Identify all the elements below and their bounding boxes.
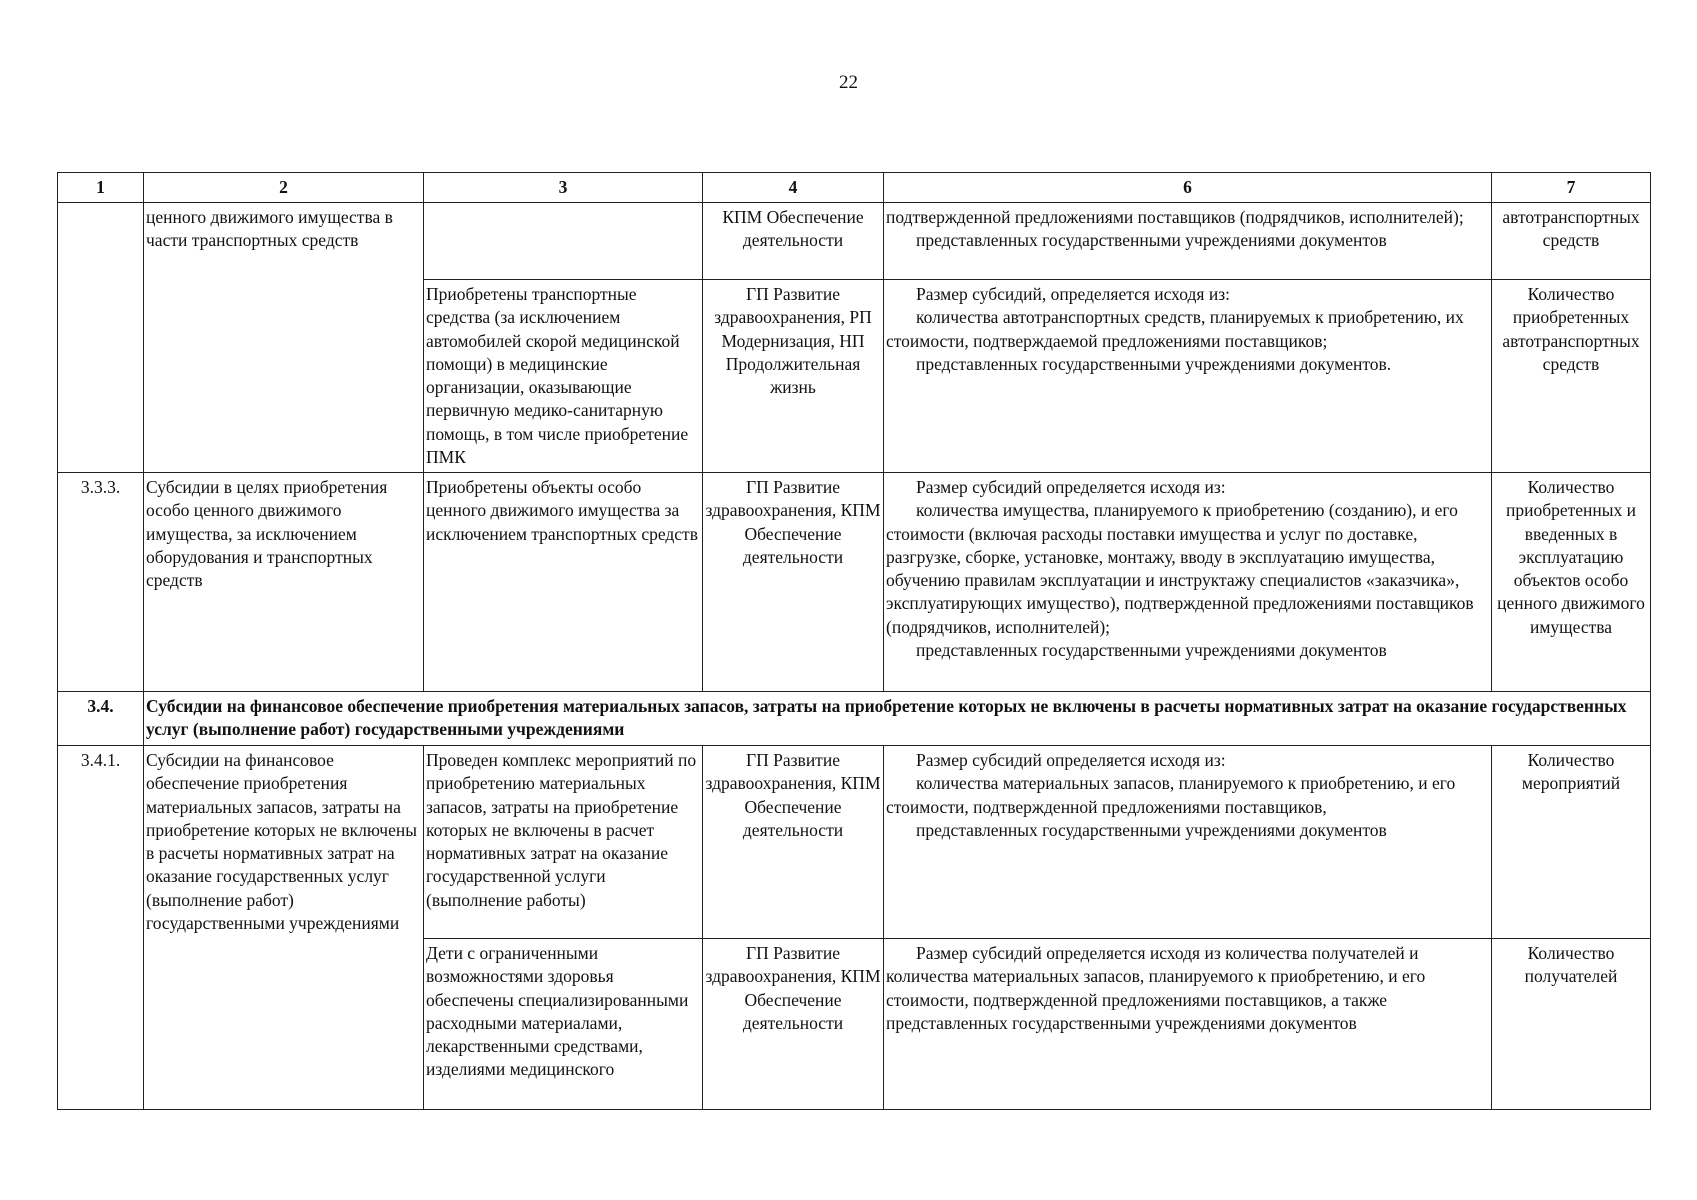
cell-program: ГП Развитие здравоохранения, КПМ Обеспечение деятельности — [703, 473, 884, 692]
calc-line: Размер субсидий определяется исходя из: — [916, 477, 1226, 497]
header-col-2: 2 — [144, 173, 424, 203]
cell-program: ГП Развитие здравоохранения, РП Модернизация, НП Продолжительная жизнь — [703, 280, 884, 473]
calc-line: Размер субсидий, определяется исходя из: — [916, 284, 1230, 304]
cell-program: ГП Развитие здравоохранения, КПМ Обеспечение деятельности — [703, 939, 884, 1110]
cell-calculation — [884, 473, 1492, 692]
calc-line: количества материальных запасов, планируемого к приобретению, и его стоимости, подтвержденной предложениями поставщиков, — [886, 773, 1456, 817]
cell-subsidy-name: ценного движимого имущества в части транспортных средств — [144, 203, 424, 473]
cell-indicator: Количество приобретенных автотранспортных средств — [1492, 280, 1651, 473]
table-row — [58, 473, 1651, 692]
cell-program: ГП Развитие здравоохранения, КПМ Обеспечение деятельности — [703, 746, 884, 939]
cell-result: Приобретены объекты особо ценного движимого имущества за исключением транспортных средств — [424, 473, 703, 692]
subsidies-table — [57, 172, 1651, 1110]
header-col-4: 4 — [703, 173, 884, 203]
table-row — [58, 203, 1651, 280]
header-col-6: 6 — [884, 173, 1492, 203]
cell-subsidy-name: Субсидии в целях приобретения особо ценного движимого имущества, за исключением оборудования и транспортных средств — [144, 473, 424, 692]
cell-calculation — [884, 939, 1492, 1110]
cell-result: Дети с ограниченными возможностями здоровья обеспечены специализированными расходными материалами, лекарственными средствами, изделиями медицинского — [424, 939, 703, 1110]
cell-result: Проведен комплекс мероприятий по приобретению материальных запасов, затраты на приобретение которых не включены в расчет нормативных затрат на оказание государственной услуги (выполнение работы) — [424, 746, 703, 939]
header-col-3: 3 — [424, 173, 703, 203]
cell-result — [424, 203, 703, 280]
table-row — [58, 746, 1651, 939]
cell-calculation — [884, 203, 1492, 280]
header-col-7: 7 — [1492, 173, 1651, 203]
cell-indicator: Количество получателей — [1492, 939, 1651, 1110]
cell-calculation — [884, 746, 1492, 939]
calc-line: представленных государственными учреждениями документов — [916, 640, 1387, 661]
page-number: 22 — [839, 72, 858, 93]
cell-item-number — [58, 203, 144, 473]
header-row — [58, 173, 1651, 203]
calc-line: количества автотранспортных средств, планируемых к приобретению, их стоимости, подтверждаемой предложениями поставщиков; — [886, 307, 1464, 351]
cell-indicator: автотранспортных средств — [1492, 203, 1651, 280]
header-col-1: 1 — [58, 173, 144, 203]
calc-line: Размер субсидий определяется исходя из: — [916, 750, 1226, 770]
calc-line: представленных государственными учреждениями документов — [916, 230, 1387, 251]
section-title: Субсидии на финансовое обеспечение приобретения материальных запасов, затраты на приобретение которых не включены в расчеты нормативных затрат на оказание государственных услуг (выполнение работ) государственными учреждениями — [144, 692, 1651, 746]
cell-item-number: 3.4.1. — [58, 746, 144, 1110]
cell-program: КПМ Обеспечение деятельности — [703, 203, 884, 280]
calc-line: представленных государственными учреждениями документов — [916, 819, 1387, 840]
cell-indicator: Количество приобретенных и введенных в эксплуатацию объектов особо ценного движимого имущества — [1492, 473, 1651, 692]
calc-line: подтвержденной предложениями поставщиков (подрядчиков, исполнителей); — [886, 207, 1464, 227]
cell-item-number: 3.3.3. — [58, 473, 144, 692]
cell-result: Приобретены транспортные средства (за исключением автомобилей скорой медицинской помощи) в медицинские организации, оказывающие первичную медико-санитарную помощь, в том числе приобретение ПМК — [424, 280, 703, 473]
section-number: 3.4. — [58, 692, 144, 746]
cell-subsidy-name: Субсидии на финансовое обеспечение приобретения материальных запасов, затраты на приобретение которых не включены в расчеты нормативных затрат на оказание государственных услуг (выполнение работ) государственными учреждениями — [144, 746, 424, 1110]
cell-indicator: Количество мероприятий — [1492, 746, 1651, 939]
calc-line: Размер субсидий определяется исходя из количества получателей и количества материальных запасов, планируемого к приобретению, и его стоимости, подтвержденной предложениями поставщиков, а также представленных государственными учреждениями документов — [886, 943, 1426, 1033]
section-row — [58, 692, 1651, 746]
calc-line: представленных государственными учреждениями документов. — [916, 353, 1392, 374]
cell-calculation — [884, 280, 1492, 473]
calc-line: количества имущества, планируемого к приобретению (созданию), и его стоимости (включая расходы поставки имущества и услуг по доставке, разгрузке, сборке, установке, монтажу, вводу в эксплуатацию имущества, обучению правилам эксплуатации и инструктажу специалистов «заказчика», эксплуатирующих имущество), подтвержденной предложениями поставщиков (подрядчиков, исполнителей); — [886, 500, 1474, 637]
